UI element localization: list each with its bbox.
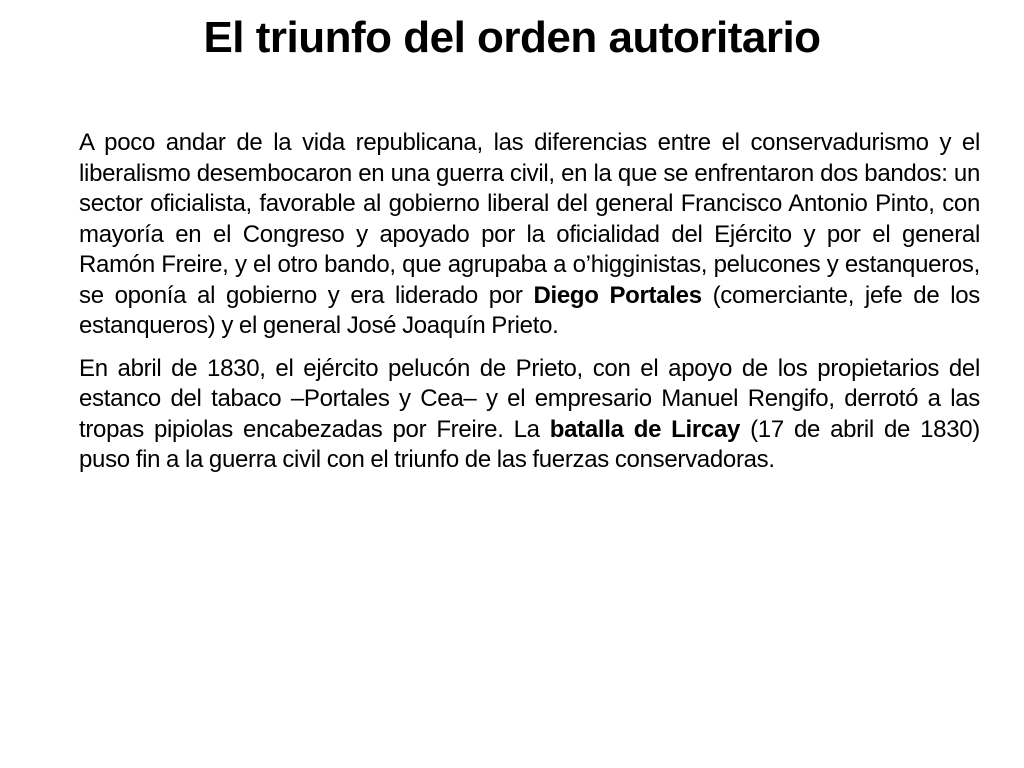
slide-body (79, 128, 980, 488)
paragraph-1-text-a: A poco andar de la vida republicana, las diferencias entre el conservadurismo y el liberalismo desembocaron en una guerra civil, en la que se enfrentaron dos bandos: un sector oficialista, favorable al gobierno liberal del general Francisco Antonio Pinto, con mayoría en el Congreso y apoyado por la oficialidad del Ejército y por el general Ramón Freire, y el otro bando, que agrupaba a o’higginistas, pelucones y estanqueros, se oponía al gobierno y era liderado por (79, 129, 980, 309)
paragraph-1-text-b: (comerciante, jefe de los estanqueros) y el general José Joaquín Prieto. (79, 281, 980, 339)
paragraph-1 (79, 128, 980, 342)
paragraph-1-bold-diego-portales: Diego Portales (533, 281, 702, 309)
paragraph-2 (79, 354, 980, 476)
paragraph-2-text-b: (17 de abril de 1830) puso fin a la guerra civil con el triunfo de las fuerzas conservadoras. (79, 415, 980, 473)
paragraph-2-bold-batalla-de-lircay: batalla de Lircay (549, 415, 741, 443)
slide-title: El triunfo del orden autoritario (203, 13, 821, 62)
paragraph-2-text-a: En abril de 1830, el ejército pelucón de Prieto, con el apoyo de los propietarios del estanco del tabaco –Portales y Cea– y el empresario Manuel Rengifo, derrotó a las tropas pipiolas encabezadas por Freire. La (79, 354, 980, 443)
